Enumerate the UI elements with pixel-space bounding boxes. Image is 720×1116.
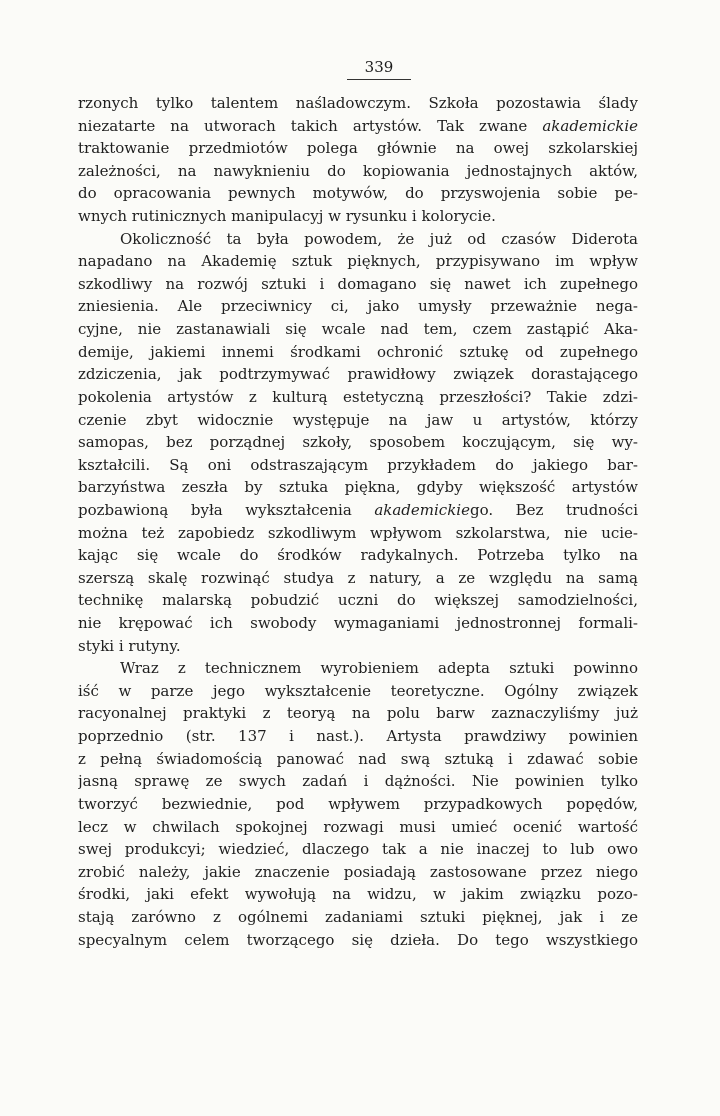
text-line: wnych rutinicznych manipulacyj w rysunku i kolorycie. — [78, 207, 496, 226]
text-line: tworzyć bezwiednie, pod wpływem przypadkowych popędów, — [78, 794, 638, 813]
text-line: samopas, bez porządnej szkoły, sposobem koczującym, się wy- — [78, 433, 638, 452]
text-line: zrobić należy, jakie znaczenie posiadają zastosowane przez niego — [78, 862, 638, 881]
text-line: można też zapobiedz szkodliwym wpływom szkolarstwa, nie ucie- — [78, 523, 638, 542]
text-line: zdziczenia, jak podtrzymywać prawidłowy związek dorastającego — [78, 365, 638, 384]
text-line: czenie zbyt widocznie występuje na jaw u artystów, którzy — [78, 410, 638, 429]
text-line: iść w parze jego wykształcenie teoretyczne. Ogólny związek — [78, 681, 638, 700]
text-line: pokolenia artystów z kulturą estetyczną przeszłości? Takie zdzi- — [78, 387, 638, 406]
text-line: kając się wcale do środków radykalnych. Potrzeba tylko na — [78, 546, 638, 565]
text-line: niezatarte na utworach takich artystów. Tak zwane akademickie — [78, 116, 638, 135]
text-line: jasną sprawę ze swych zadań i dążności. Nie powinien tylko — [78, 772, 638, 791]
text-line: środki, jaki efekt wywołują na widzu, w jakim związku pozo- — [78, 885, 638, 904]
page-number: 339 — [347, 58, 412, 80]
text-line: barzyństwa zeszła by sztuka piękna, gdyby większość artystów — [78, 478, 638, 497]
text-line: cyjne, nie zastanawiali się wcale nad tem, czem zastąpić Aka- — [78, 320, 638, 339]
text-line: napadano na Akademię sztuk pięknych, przypisywano im wpływ — [78, 252, 638, 271]
page-header — [0, 58, 720, 80]
text-line: specyalnym celem tworzącego się dzieła. Do tego wszystkiego — [78, 930, 638, 949]
text-line: pozbawioną była wykształcenia akademickiego. Bez trudności — [78, 500, 638, 519]
text-line: zniesienia. Ale przeciwnicy ci, jako umysły przeważnie nega- — [78, 297, 638, 316]
text-line: traktowanie przedmiotów polega głównie na owej szkolarskiej — [78, 139, 638, 158]
body-text — [78, 92, 638, 951]
text-line: styki i rutyny. — [78, 636, 181, 655]
text-line: swej produkcyi; wiedzieć, dlaczego tak a nie inaczej to lub owo — [78, 840, 638, 859]
text-line: kształcili. Są oni odstraszającym przykładem do jakiego bar- — [78, 455, 638, 474]
text-line: lecz w chwilach spokojnej rozwagi musi umieć ocenić wartość — [78, 817, 638, 836]
text-line: Okoliczność ta była powodem, że już od czasów Diderota — [120, 229, 638, 248]
text-line: stają zarówno z ogólnemi zadaniami sztuki pięknej, jak i ze — [78, 907, 638, 926]
emphasized-word: akademickie — [374, 500, 470, 519]
text-line: z pełną świadomością panować nad swą sztuką i zdawać sobie — [78, 749, 638, 768]
text-line: rzonych tylko talentem naśladowczym. Szkoła pozostawia ślady — [78, 94, 638, 112]
text-line: do opracowania pewnych motywów, do przyswojenia sobie pe- — [78, 184, 638, 203]
text-line: Wraz z technicznem wyrobieniem adepta sztuki powinno — [120, 659, 638, 678]
text-line: zależności, na nawyknieniu do kopiowania jednostajnych aktów, — [78, 161, 638, 180]
text-line: racyonalnej praktyki z teoryą na polu barw zaznaczyliśmy już — [78, 704, 638, 723]
emphasized-word: akademickie — [542, 116, 638, 135]
text-line: szerszą skalę rozwinąć studya z natury, a ze względu na samą — [78, 568, 638, 587]
text-line: poprzednio (str. 137 i nast.). Artysta prawdziwy powinien — [78, 727, 638, 746]
text-line: nie krępować ich swobody wymaganiami jednostronnej formali- — [78, 614, 638, 633]
text-line: technikę malarską pobudzić uczni do większej samodzielności, — [78, 591, 638, 610]
text-line: demije, jakiemi innemi środkami ochronić sztukę od zupełnego — [78, 342, 638, 361]
text-line: szkodliwy na rozwój sztuki i domagano się nawet ich zupełnego — [78, 274, 638, 293]
